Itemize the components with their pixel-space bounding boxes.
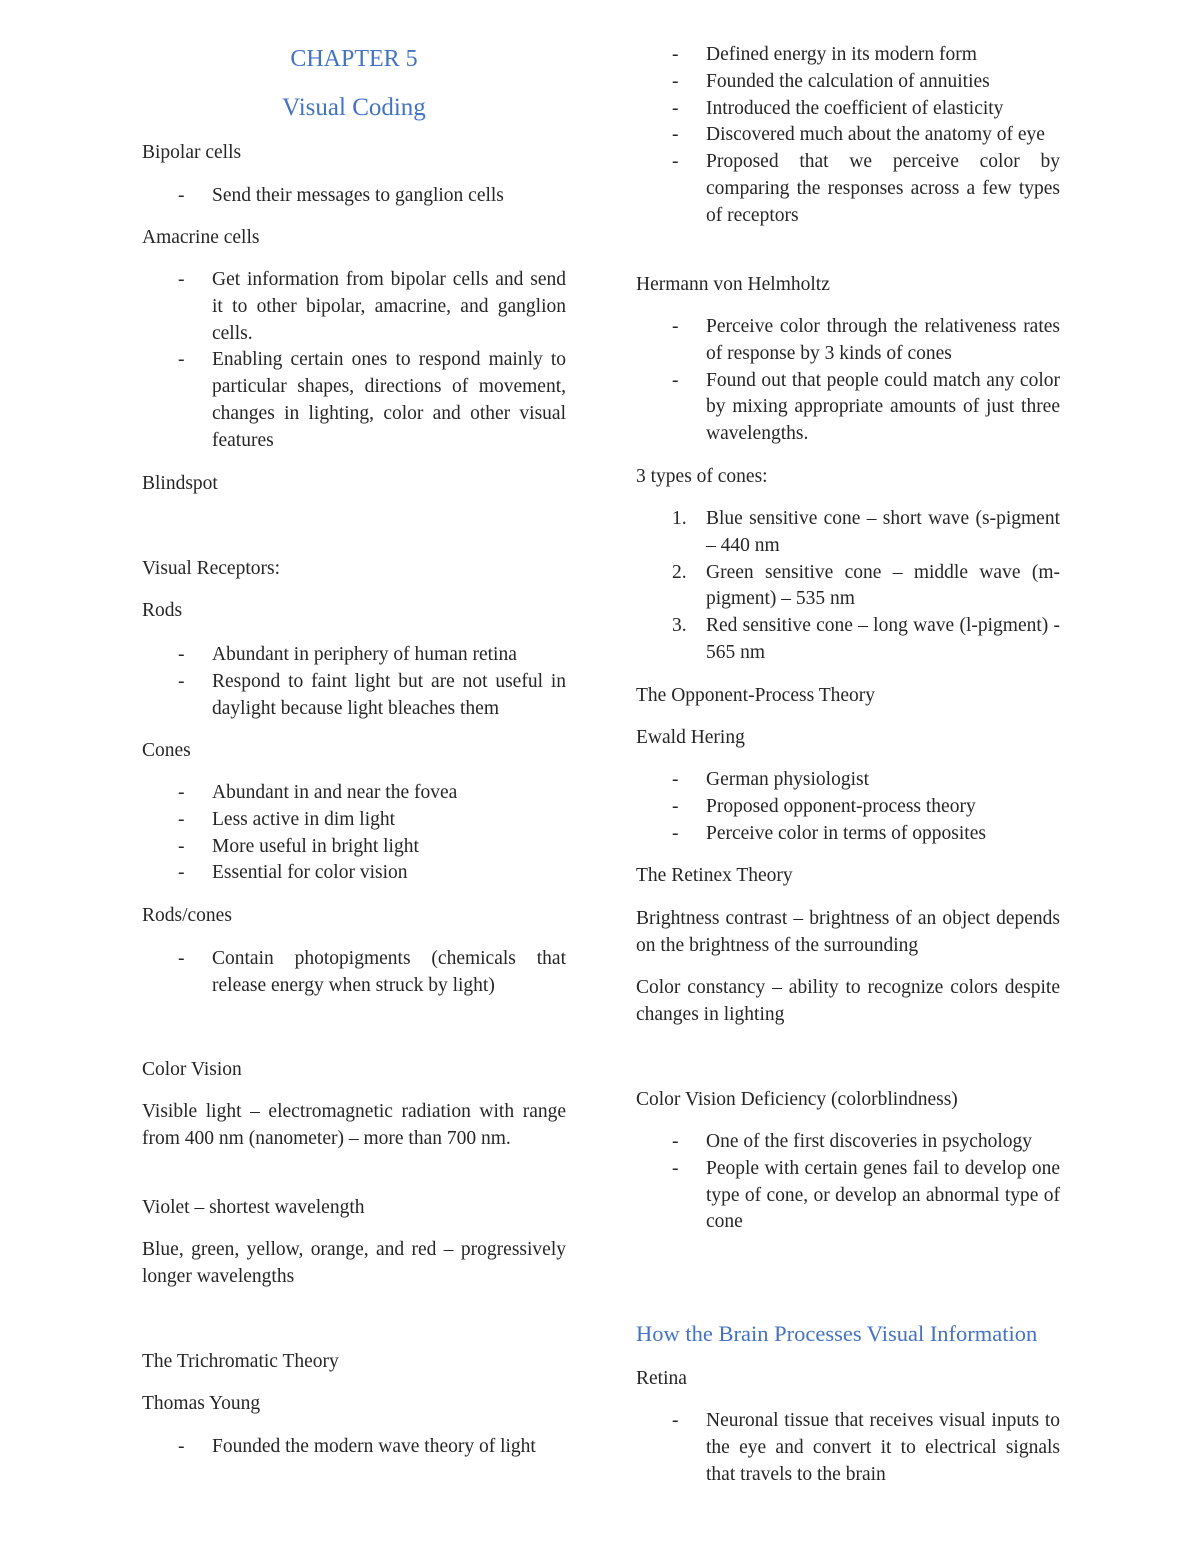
section-label: Bipolar cells [142,142,242,163]
section-label: Amacrine cells [142,227,260,248]
list-item: - Less active in dim light [142,807,566,834]
list-item: - Proposed opponent-process theory [636,794,1060,821]
bullet-list [636,42,1060,230]
bullet-list [142,267,566,455]
paragraph: Brightness contrast – brightness of an object depends on the brightness of the surrounding [636,908,1060,956]
list-item: - Abundant in and near the fovea [142,780,566,807]
dash-marker: - [672,822,679,844]
dash-marker: - [178,835,185,857]
bullet-list [142,1434,566,1461]
dash-marker: - [672,1131,679,1152]
section-label: Thomas Young [142,1393,261,1414]
dash-marker: - [178,644,185,665]
list-item: - Proposed that we perceive color by comparing the responses across a few types of receptors [672,151,1060,226]
paragraph: Violet – shortest wavelength [142,1197,365,1218]
dash-marker: - [178,948,185,969]
dash-marker: - [672,151,679,173]
list-item: - Perceive color through the relativeness rates of response by 3 kinds of cones [672,316,1060,364]
list-item: 2. Green sensitive cone – middle wave (m-pigment) – 535 nm [672,561,1060,610]
list-item: - Get information from bipolar cells and send it to other bipolar, amacrine, and ganglion cells. [178,269,566,344]
dash-marker: - [672,70,679,92]
dash-marker: - [672,97,679,119]
bullet-list [142,946,566,1000]
section-heading: How the Brain Processes Visual Information [636,1321,1038,1346]
dash-marker: - [672,1410,679,1431]
bullet-list [142,183,566,210]
section-label: Hermann von Helmholtz [636,274,830,295]
section-label: The Opponent-Process Theory [636,685,875,706]
section-label: The Trichromatic Theory [142,1351,339,1372]
list-item: 3. Red sensitive cone – long wave (l-pigment) - 565 nm [672,615,1060,663]
bullet-list [636,314,1060,448]
list-item: - Neuronal tissue that receives visual inputs to the eye and convert it to electrical signals that travels to the brain [672,1410,1060,1485]
list-item: - Abundant in periphery of human retina [142,642,566,669]
list-item: 1. Blue sensitive cone – short wave (s-pigment – 440 nm [672,508,1060,556]
dash-marker: - [178,782,185,803]
paragraph: Blue, green, yellow, orange, and red – progressively longer wavelengths [142,1239,566,1287]
section-label: Color Vision [142,1059,242,1080]
list-item: - Respond to faint light but are not useful in daylight because light bleaches them [178,670,566,719]
dash-marker: - [178,670,185,692]
numbered-list [636,506,1060,667]
list-item: - Contain photopigments (chemicals that release energy when struck by light) [178,948,566,996]
paragraph: Color constancy – ability to recognize colors despite changes in lighting [636,977,1060,1025]
bullet-list [636,767,1060,847]
list-item: - More useful in bright light [142,834,566,861]
paragraph: Visible light – electromagnetic radiation with range from 400 nm (nanometer) – more than 700 nm. [142,1101,566,1149]
dash-marker: - [672,316,679,337]
bullet-list [142,642,566,722]
dash-marker: - [672,44,679,65]
list-item: - Perceive color in terms of opposites [636,821,1060,848]
section-label: The Retinex Theory [636,865,793,886]
dash-marker: - [178,185,185,206]
dash-marker: - [178,808,185,830]
section-label: Color Vision Deficiency (colorblindness) [636,1089,958,1110]
list-item: - One of the first discoveries in psychology [636,1129,1060,1156]
section-label: Rods [142,600,183,621]
bullet-list [636,1129,1060,1236]
section-label: 3 types of cones: [636,466,768,487]
section-label: Ewald Hering [636,727,745,748]
list-item: - People with certain genes fail to develop one type of cone, or develop an abnormal type of cone [672,1157,1060,1233]
dash-marker: - [672,369,679,391]
list-number: 2. [672,561,687,583]
dash-marker: - [178,862,185,884]
chapter-label: CHAPTER 5 [290,46,418,72]
dash-marker: - [178,1436,185,1457]
dash-marker: - [672,795,679,817]
dash-marker: - [178,269,185,290]
list-item: - Enabling certain ones to respond mainly to particular shapes, directions of movement, changes in lighting, color and other visual features [178,349,566,451]
dash-marker: - [672,1157,679,1179]
chapter-title: Visual Coding [282,94,426,121]
bullet-list [636,1408,1060,1488]
section-label: Rods/cones [142,905,232,926]
dash-marker: - [178,349,185,371]
list-item: - Discovered much about the anatomy of eye [636,122,1060,149]
list-item: - Founded the calculation of annuities [636,69,1060,96]
list-item: - Found out that people could match any color by mixing appropriate amounts of just three wavelengths. [672,369,1060,445]
list-item: - Introduced the coefficient of elasticity [636,96,1060,123]
section-label: Cones [142,740,191,761]
list-item: - Defined energy in its modern form [636,42,1060,69]
list-item: - Founded the modern wave theory of light [142,1434,566,1461]
dash-marker: - [672,769,679,790]
list-number: 1. [672,508,687,529]
section-label: Visual Receptors: [142,558,281,579]
section-label: Retina [636,1368,687,1389]
list-item: - German physiologist [636,767,1060,794]
section-label: Blindspot [142,473,218,494]
list-number: 3. [672,615,687,637]
list-item: - Send their messages to ganglion cells [142,183,566,210]
list-item: - Essential for color vision [142,860,566,887]
dash-marker: - [672,124,679,146]
bullet-list [142,780,566,887]
